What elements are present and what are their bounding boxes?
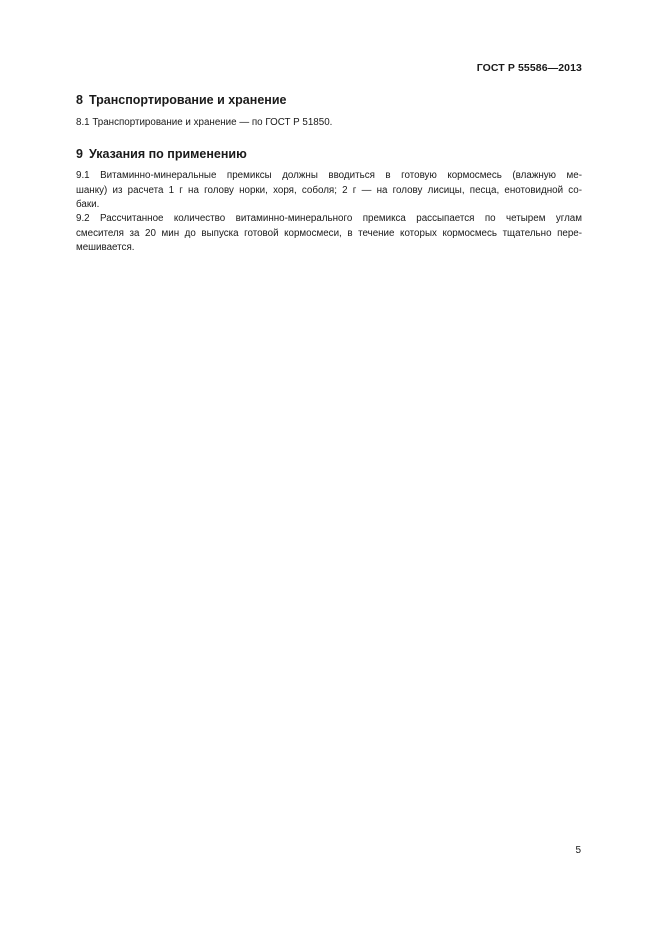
paragraph-9-1-line-2: шанку) из расчета 1 г на голову норки, хоря, соболя; 2 г — на голову лисицы, песца, енотовидной со- — [76, 184, 582, 196]
paragraph-8-1-text: 8.1 Транспортирование и хранение — по ГОСТ Р 51850. — [76, 117, 333, 128]
paragraph-9-2-line-2: смесителя за 20 мин до выпуска готовой кормосмеси, в течение которых кормосмесь тщательно пере- — [76, 227, 582, 239]
paragraph-9-1 — [76, 169, 582, 213]
section-9-number: 9 — [76, 147, 83, 161]
section-9-title: Указания по применению — [88, 147, 247, 161]
paragraph-9-2-line-1: 9.2 Рассчитанное количество витаминно-минерального премикса рассыпается по четырем углам — [76, 213, 582, 224]
section-8-heading — [76, 93, 286, 107]
paragraph-9-2-line-3: мешивается. — [76, 242, 135, 253]
section-8-title: Транспортирование и хранение — [88, 93, 287, 107]
paragraph-9-1-line-1: 9.1 Витаминно-минеральные премиксы должны вводиться в готовую кормосмесь (влажную ме- — [76, 170, 582, 181]
section-8-number: 8 — [76, 93, 83, 107]
section-9-heading — [76, 147, 247, 161]
paragraph-8-1 — [76, 116, 582, 131]
paragraph-9-2 — [76, 212, 582, 256]
page-number: 5 — [575, 845, 581, 856]
paragraph-9-1-line-3: баки. — [76, 199, 100, 210]
document-standard-id: ГОСТ Р 55586—2013 — [476, 62, 582, 74]
